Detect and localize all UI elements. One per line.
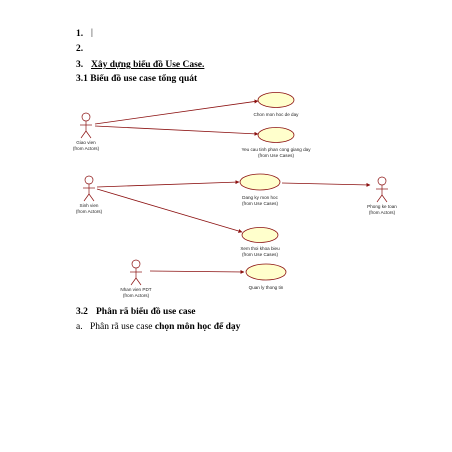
assoc-giaovien-yeucau [95,126,258,134]
usecase-xem-thoi-khoa-bieu [242,228,278,243]
list-number-3: 3. [76,60,84,70]
actor-from-sinh-vien: (from Actors) [75,209,103,214]
actor-label-phong-ke-toan: Phong ke toan [367,204,397,209]
usecase-label-quan-ly: Quan ly thong tin [248,285,284,290]
assoc-dangky-phongketoan [282,183,370,185]
actor-from-nhan-vien-pdt: (from Actors) [122,293,150,298]
usecase-dang-ky-mon-hoc [240,174,280,190]
actor-phong-ke-toan [376,177,388,202]
usecase-from-xem-tkb: (from Use Cases) [242,252,278,257]
list-number-2: 2. [76,44,84,54]
assoc-sinhvien-xemtkb [97,189,242,232]
section-3-2-heading: Phân rã biểu đồ use case [96,307,196,317]
assoc-nhanvienpdt-quanly [150,271,244,272]
actor-nhan-vien-pdt [130,260,142,285]
list-letter-a: a. [76,322,83,332]
assoc-sinhvien-dangky [97,182,239,187]
item-a-prefix: Phân rã use case [90,322,155,332]
usecase-yeu-cau-phan-cong [258,128,294,143]
actor-label-nhan-vien-pdt: Nhan vien PDT [120,287,152,292]
actor-from-giao-vien: (from Actors) [72,146,100,151]
actor-from-phong-ke-toan: (from Actors) [368,210,396,215]
heading-build-use-case: Xây dựng biểu đồ Use Case. [91,60,205,70]
usecase-label-dang-ky: Dang ky mon hoc [242,195,278,200]
item-a-text [90,322,240,332]
usecase-chon-mon-hoc-de-day [258,93,294,108]
actor-giao-vien [80,113,92,138]
usecase-quan-ly-thong-tin [246,264,286,280]
actor-sinh-vien [83,176,95,201]
section-3-1-heading: 3.1 Biểu đồ use case tổng quát [76,74,198,84]
actor-label-sinh-vien: Sinh vien [79,203,99,208]
usecase-from-yeu-cau: (from Use Cases) [258,153,294,158]
usecase-from-dang-ky: (from Use Cases) [242,201,278,206]
assoc-giaovien-chonmonhoc [95,101,258,124]
item-a-bold: chọn môn học để dạy [154,322,241,332]
usecase-label-yeu-cau: Yeu cau tinh phan cong giang day [241,147,311,152]
usecase-label-xem-tkb: Xem thoi khoa bieu [240,246,280,251]
actor-label-giao-vien: Giao vien [76,140,96,145]
list-item-1-text: | [91,28,93,38]
section-3-2-number: 3.2 [76,307,88,317]
usecase-label-chon-mon-hoc: Chon mon hoc de day [253,112,299,117]
list-number-1: 1. [76,29,84,39]
